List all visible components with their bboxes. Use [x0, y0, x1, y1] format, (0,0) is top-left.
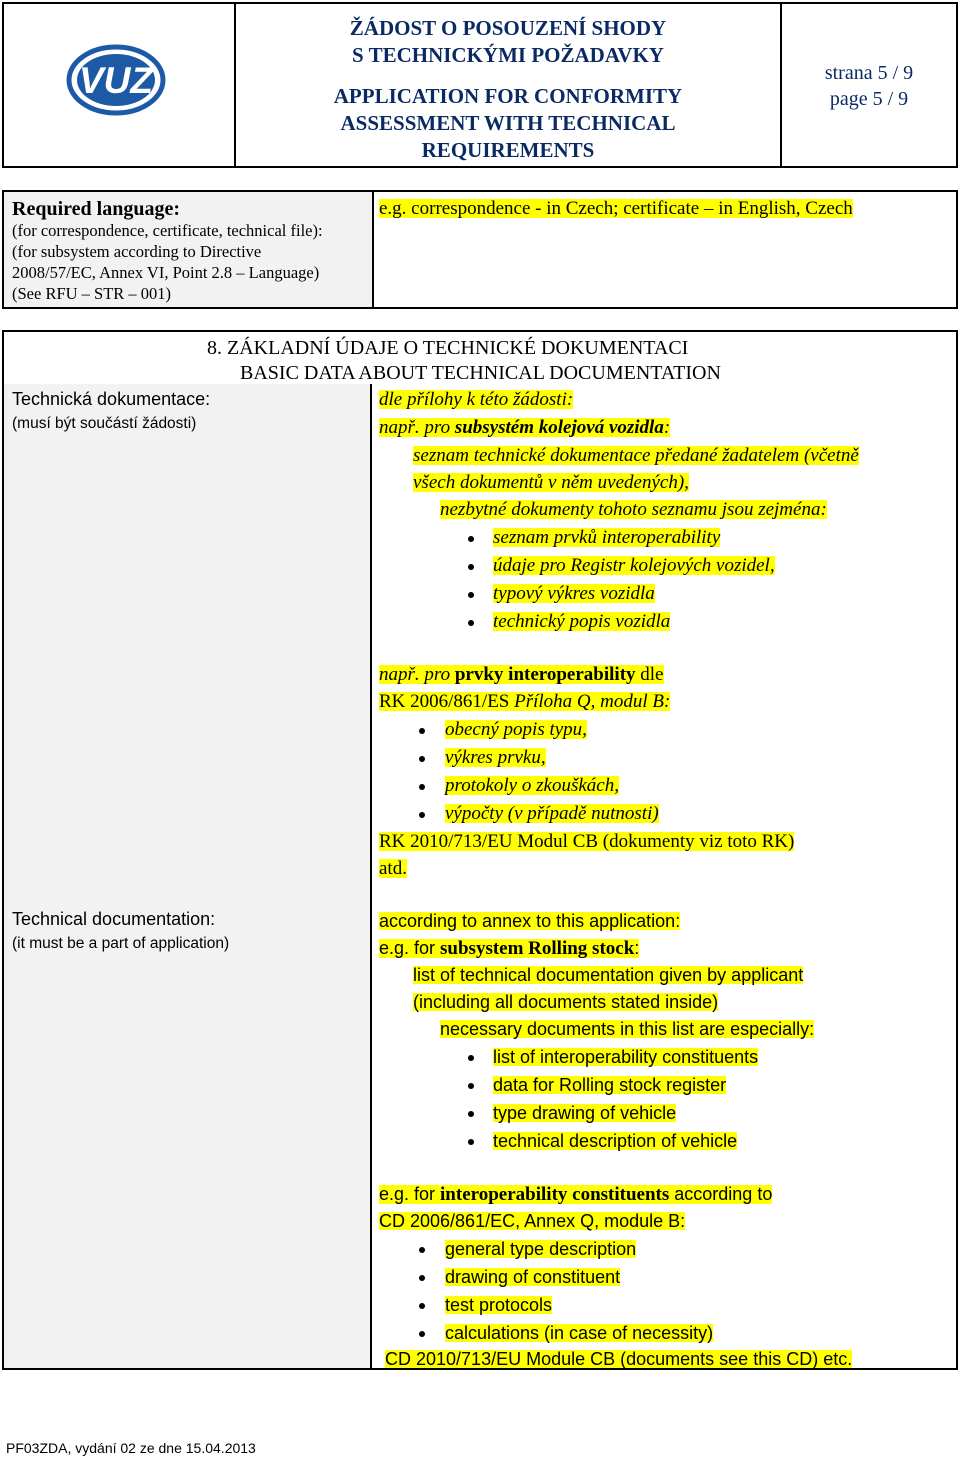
bullet-icon: [419, 784, 425, 790]
bullet-icon: [468, 536, 474, 542]
bullet-icon: [468, 1139, 474, 1145]
bullet-icon: [468, 564, 474, 570]
en-cd-1[interactable]: CD 2006/861/EC, Annex Q, module B:: [379, 1211, 686, 1231]
language-heading: Required language:: [12, 198, 180, 220]
cz-example-subsystem[interactable]: např. pro subsystém kolejová vozidla:: [379, 417, 671, 438]
page-number-cell: [782, 4, 956, 166]
cz-intro[interactable]: dle přílohy k této žádosti:: [379, 389, 574, 410]
en-bullet1-item[interactable]: data for Rolling stock register: [493, 1075, 727, 1095]
doc-label-cz: Technická dokumentace:: [12, 389, 211, 409]
cz-example-constituents[interactable]: např. pro prvky interoperability dle: [379, 664, 664, 685]
bullet-icon: [419, 1303, 425, 1309]
en-bullet1-item[interactable]: list of interoperability constituents: [493, 1047, 759, 1067]
title-line-5: REQUIREMENTS: [421, 138, 595, 162]
en-bullet1-item[interactable]: type drawing of vehicle: [493, 1103, 677, 1123]
doc-label-en: Technical documentation:: [12, 909, 216, 929]
bullet-icon: [468, 1111, 474, 1117]
documentation-label-cell: [4, 384, 372, 1368]
footer-text: PF03ZDA, vydání 02 ze dne 15.04.2013: [6, 1440, 256, 1456]
en-list-line-3[interactable]: necessary documents in this list are especially:: [440, 1019, 815, 1039]
document-header: [2, 2, 958, 168]
page-number-cz: strana 5 / 9: [824, 62, 914, 84]
cz-list-line-2[interactable]: všech dokumentů v něm uvedených),: [413, 472, 689, 493]
en-example-constituents[interactable]: e.g. for interoperability constituents according to: [379, 1184, 773, 1205]
cz-bullet2-item[interactable]: výkres prvku,: [445, 747, 546, 768]
section-title-cz: 8. ZÁKLADNÍ ÚDAJE O TECHNICKÉ DOKUMENTACI: [207, 337, 689, 359]
language-section: [2, 190, 958, 309]
language-desc-3: 2008/57/EC, Annex VI, Point 2.8 – Language): [12, 263, 320, 282]
cz-rk-2[interactable]: RK 2010/713/EU Modul CB (dokumenty viz toto RK): [379, 831, 795, 852]
bullet-icon: [419, 1275, 425, 1281]
cz-bullet1-item[interactable]: údaje pro Registr kolejových vozidel,: [493, 555, 775, 576]
doc-sublabel-cz: (musí být součástí žádosti): [12, 415, 197, 432]
language-value-cell: [374, 192, 956, 307]
en-cd-2[interactable]: CD 2010/713/EU Module CB (documents see this CD) etc.: [385, 1349, 853, 1369]
language-desc-1: (for correspondence, certificate, technical file):: [12, 221, 323, 240]
language-value[interactable]: e.g. correspondence - in Czech; certificate – in English, Czech: [379, 198, 853, 219]
bullet-icon: [468, 592, 474, 598]
title-cell: [236, 4, 782, 166]
en-list-line-1[interactable]: list of technical documentation given by applicant: [413, 965, 804, 985]
bullet-icon: [419, 812, 425, 818]
language-desc-4: (See RFU – STR – 001): [12, 284, 172, 303]
language-label-cell: [4, 192, 374, 307]
language-desc-2: (for subsystem according to Directive: [12, 242, 262, 261]
en-example-subsystem[interactable]: e.g. for subsystem Rolling stock:: [379, 938, 640, 959]
en-bullet2-item[interactable]: calculations (in case of necessity): [445, 1323, 714, 1343]
cz-bullet2-item[interactable]: obecný popis typu,: [445, 719, 587, 740]
documentation-section: [2, 330, 958, 1370]
cz-bullet1-item[interactable]: typový výkres vozidla: [493, 583, 655, 604]
en-list-line-2[interactable]: (including all documents stated inside): [413, 992, 719, 1012]
title-line-3: APPLICATION FOR CONFORMITY: [333, 84, 683, 108]
cz-bullet1-item[interactable]: technický popis vozidla: [493, 611, 671, 632]
en-bullet2-item[interactable]: test protocols: [445, 1295, 553, 1315]
bullet-icon: [468, 1055, 474, 1061]
en-bullet1-item[interactable]: technical description of vehicle: [493, 1131, 738, 1151]
cz-bullet2-item[interactable]: výpočty (v případě nutnosti): [445, 803, 659, 824]
logo-text: VUZ: [79, 60, 153, 101]
bullet-icon: [468, 620, 474, 626]
documentation-value-cell: [372, 332, 956, 1368]
bullet-icon: [419, 756, 425, 762]
en-bullet2-item[interactable]: general type description: [445, 1239, 637, 1259]
logo-cell: [4, 4, 236, 166]
en-intro[interactable]: according to annex to this application:: [379, 911, 681, 931]
title-line-2: S TECHNICKÝMI POŽADAVKY: [352, 43, 664, 67]
cz-list-line-1[interactable]: seznam technické dokumentace předané žadatelem (včetně: [413, 445, 859, 466]
bullet-icon: [468, 1083, 474, 1089]
cz-list-line-3[interactable]: nezbytné dokumenty tohoto seznamu jsou zejména:: [440, 499, 827, 520]
title-line-4: ASSESSMENT WITH TECHNICAL: [340, 111, 676, 135]
cz-bullet1-item[interactable]: seznam prvků interoperability: [493, 527, 721, 548]
bullet-icon: [419, 1331, 425, 1337]
page-number-en: page 5 / 9: [829, 88, 909, 110]
title-line-1: ŽÁDOST O POSOUZENÍ SHODY: [349, 16, 667, 40]
bullet-icon: [419, 1247, 425, 1253]
cz-bullet2-item[interactable]: protokoly o zkouškách,: [445, 775, 619, 796]
cz-rk-1[interactable]: RK 2006/861/ES Příloha Q, modul B:: [379, 691, 671, 712]
en-bullet2-item[interactable]: drawing of constituent: [445, 1267, 621, 1287]
cz-etc[interactable]: atd.: [379, 858, 407, 879]
section-title-en: BASIC DATA ABOUT TECHNICAL DOCUMENTATION: [240, 362, 721, 384]
doc-sublabel-en: (it must be a part of application): [12, 935, 230, 952]
vuz-logo: [4, 4, 234, 166]
bullet-icon: [419, 728, 425, 734]
